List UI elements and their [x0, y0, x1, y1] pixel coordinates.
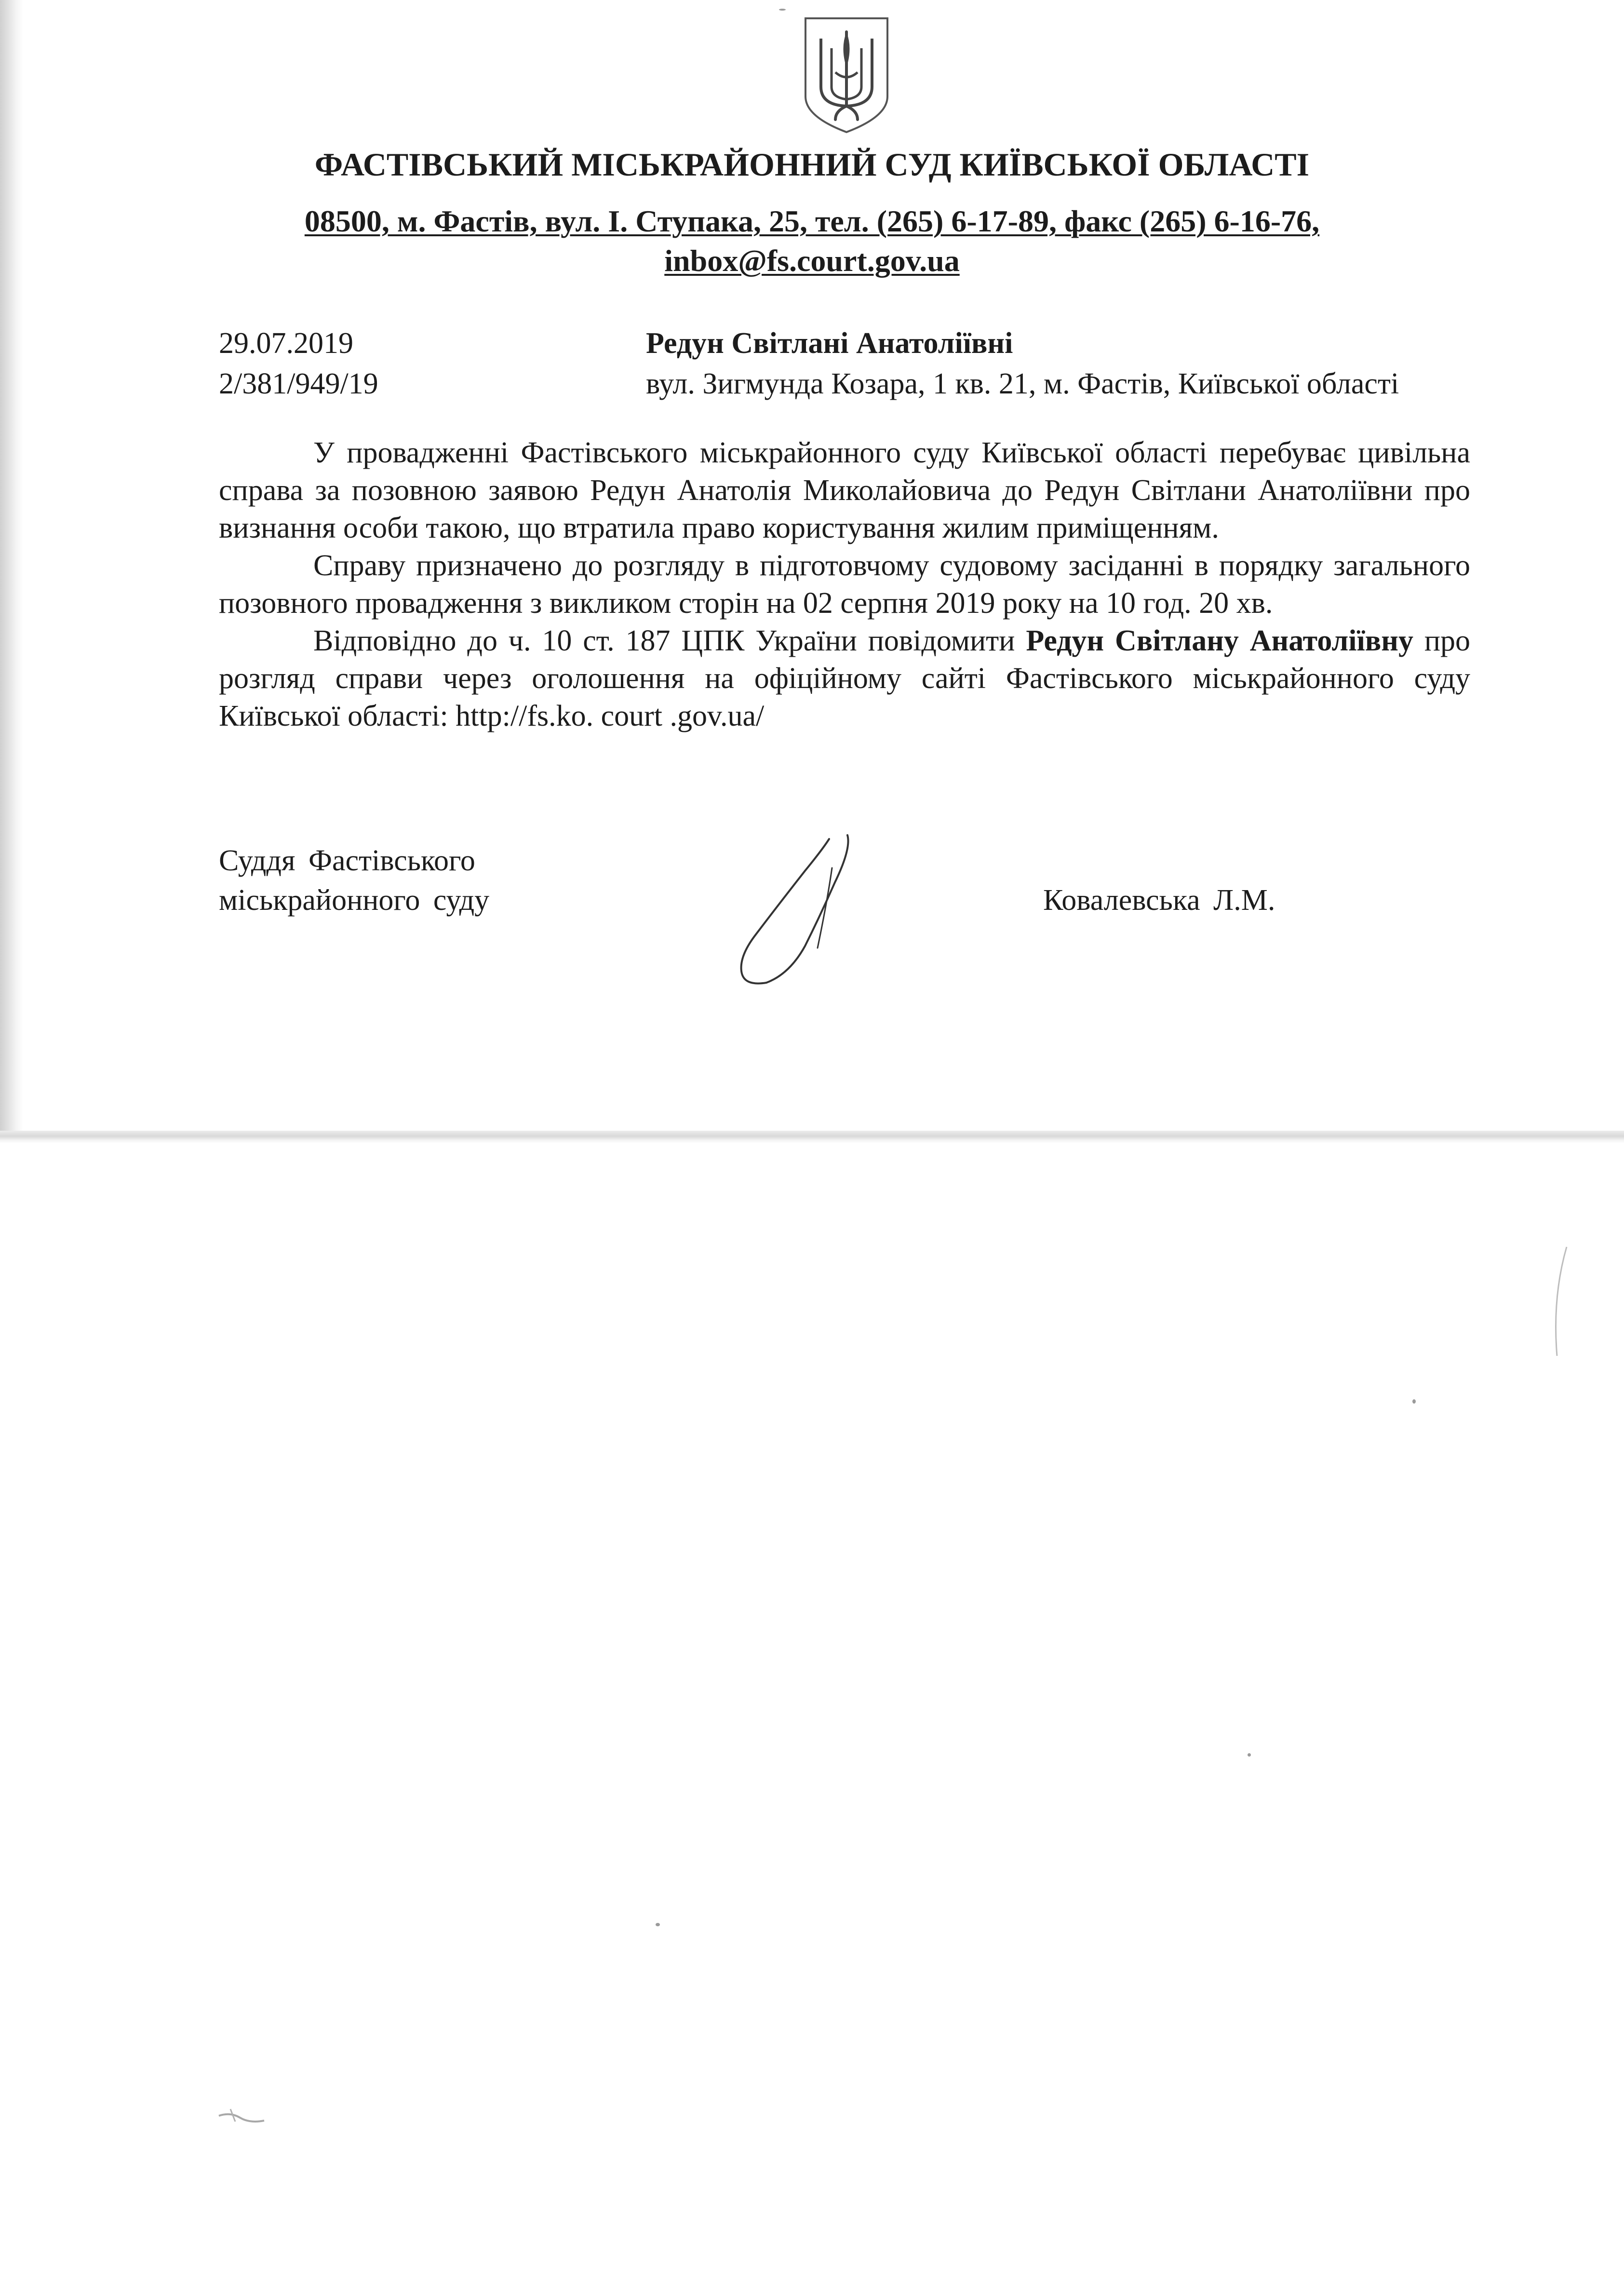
handwritten-signature: [733, 829, 858, 993]
scan-speck: [656, 1923, 660, 1926]
coat-of-arms-icon: [802, 14, 891, 135]
court-name: ФАСТІВСЬКИЙ МІСЬКРАЙОННИЙ СУД КИЇВСЬКОЇ ОБЛАСТІ: [314, 146, 1310, 183]
document-date: 29.07.2019: [219, 327, 353, 360]
court-email: inbox@fs.court.gov.ua: [664, 243, 960, 278]
scan-speck: [1248, 1753, 1251, 1757]
court-contacts: [0, 202, 1624, 281]
paragraph-3-start: Відповідно до ч. 10 ст. 187 ЦПК України повідомити: [313, 624, 1026, 657]
signer-role: [219, 841, 489, 920]
signer-role-line-1: Суддя Фастівського: [219, 844, 475, 877]
paragraph-3: [219, 622, 1470, 735]
judge-name: Ковалевська Л.М.: [1043, 884, 1275, 917]
page-fold-line: [0, 1131, 1624, 1143]
scan-mark: [216, 2102, 269, 2131]
document-meta: [219, 323, 378, 404]
paragraph-3-bold-name: Редун Світлану Анатоліївну: [1026, 624, 1413, 657]
paragraph-1: У провадженні Фастівського міськрайонного суду Київської області перебуває цивільна справа за позовною заявою Редун Анатолія Миколайовича до Редун Світлани Анатоліївни про визнання особи такою, що втратила право користування жилим приміщенням.: [219, 436, 1470, 544]
scan-speck: [779, 9, 786, 11]
recipient-block: [646, 323, 1399, 404]
letter-body: [219, 434, 1470, 735]
recipient-name: Редун Світлані Анатоліївні: [646, 327, 1013, 360]
paragraph-3-end: про розгляд справи через оголошення на офіційному сайті Фастівського міськрайонного суду Київської області: http://fs.ko. court .gov.ua/: [219, 624, 1470, 732]
scan-speck: [1412, 1399, 1416, 1404]
case-number: 2/381/949/19: [219, 367, 378, 400]
scan-mark: [1543, 1244, 1571, 1360]
court-address: 08500, м. Фастів, вул. І. Ступака, 25, тел. (265) 6-17-89, факс (265) 6-16-76,: [304, 204, 1320, 238]
recipient-address: вул. Зигмунда Козара, 1 кв. 21, м. Фастів, Київської області: [646, 367, 1399, 400]
paragraph-2: Справу призначено до розгляду в підготовчому судовому засіданні в порядку загального позовного провадження з викликом сторін на 02 серпня 2019 року на 10 год. 20 хв.: [219, 549, 1470, 620]
signer-role-line-2: міськрайонного суду: [219, 884, 490, 917]
